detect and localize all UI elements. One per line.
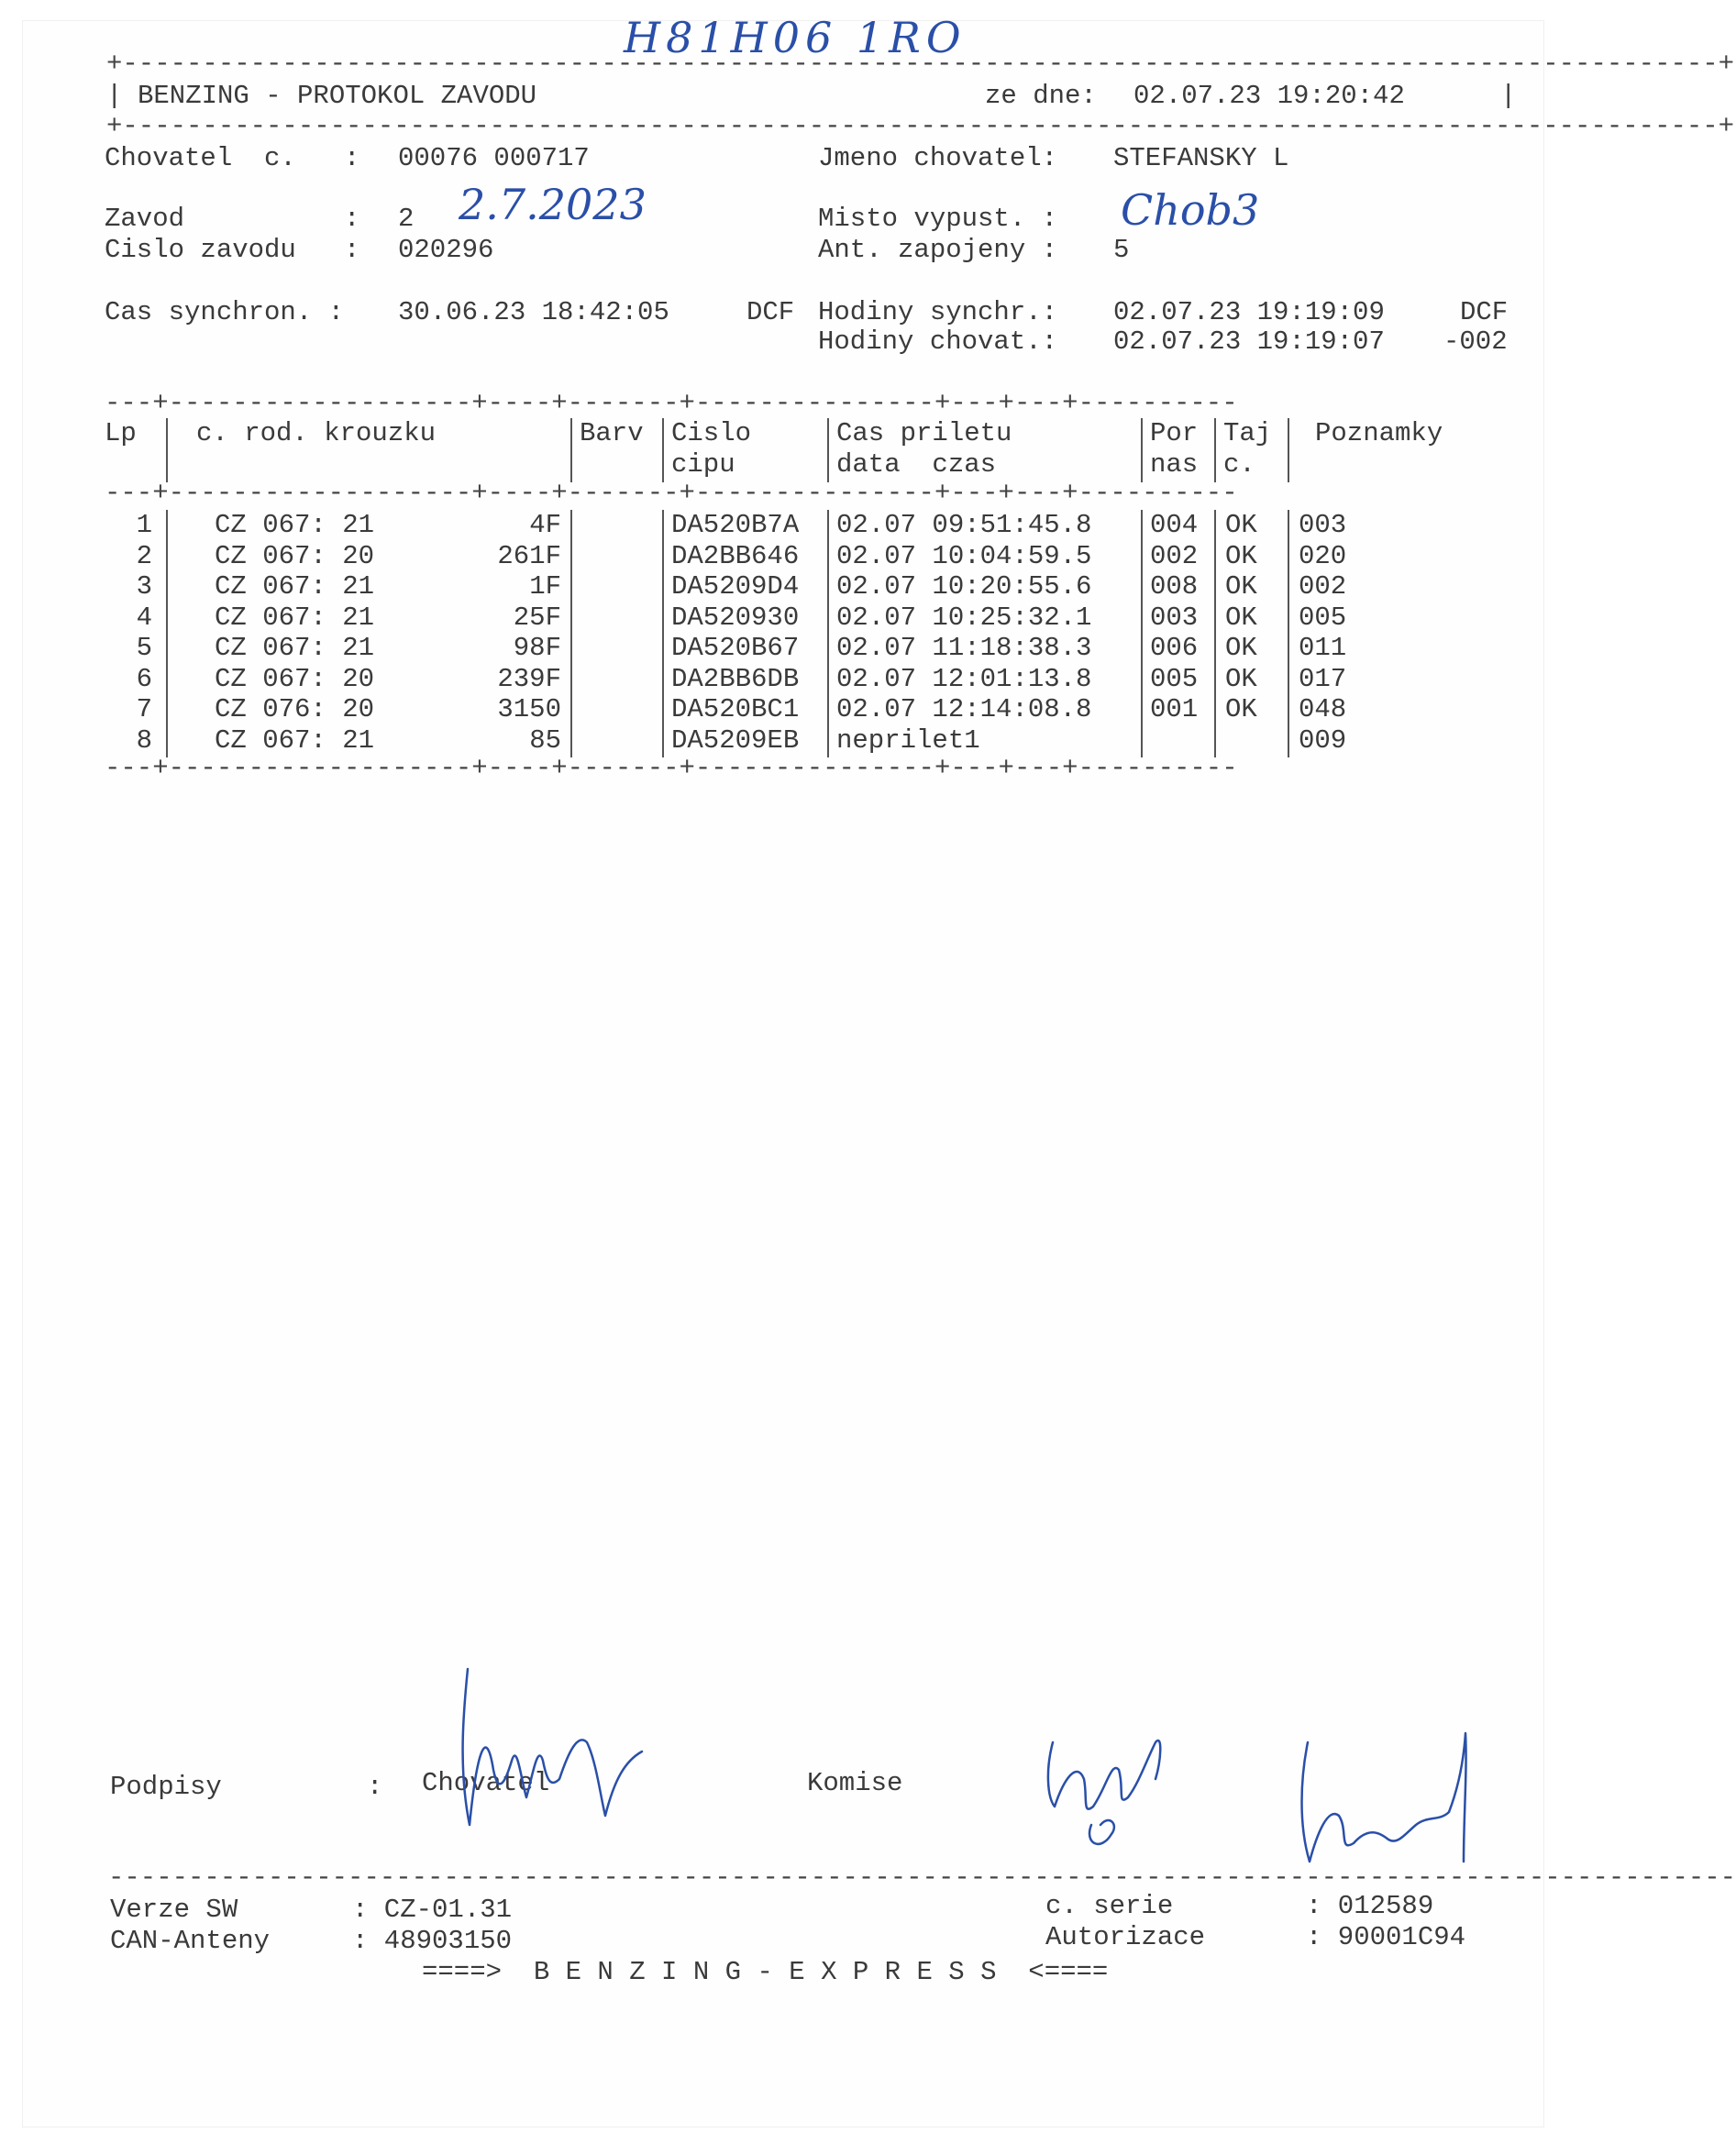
autor-value: : 90001C94 [1306,1922,1466,1952]
th-lp: Lp [105,418,137,448]
table-cell-chip: DA520BC1 [671,694,800,724]
header-title: BENZING - PROTOKOL ZAVODU [138,81,537,111]
komise-signature-1 [1027,1706,1201,1862]
table-border-bottom: ---+-------------------+----+-------+---------------+---+---+---------- [105,753,1238,783]
can-label: CAN-Anteny [110,1926,271,1956]
th-barv: Barv [580,418,644,448]
table-cell-lp: 4 [136,602,152,633]
table-cell-ring: CZ 067: 21 [215,571,375,602]
table-cell-ring: CZ 067: 21 [215,724,375,756]
footer-divider: ------------------------------------------------------------------------------------------------------ [108,1862,1736,1893]
table-cell-por: 001 [1150,694,1199,724]
table-cell-por: 004 [1150,510,1199,540]
header-border-bottom: +----------------------------------------------------------------------------------------------------+ [106,111,1735,141]
table-cell-ring: CZ 067: 21 [215,602,375,633]
misto-handwritten: Chob3 [1121,185,1260,235]
table-cell-date: 02.07 12:01:13.8 [836,663,1092,694]
table-vline [1141,510,1143,757]
table-cell-note: 005 [1299,602,1347,633]
table-vline [662,418,664,482]
table-cell-num: 1F [529,571,561,602]
table-cell-por: 003 [1150,602,1199,633]
th-krouzek: c. rod. krouzku [196,418,437,448]
table-cell-ring: CZ 067: 20 [215,540,375,571]
table-cell-num: 98F [513,633,561,663]
table-cell-lp: 1 [136,510,152,540]
th-por-1: Por [1150,418,1199,448]
table-cell-chip: DA520930 [671,602,800,633]
table-cell-num: 4F [529,510,561,540]
cas-synchron-src: DCF [746,297,795,327]
table-vline [570,510,572,757]
table-vline [1141,418,1143,482]
th-por-2: nas [1150,449,1199,480]
table-vline [166,510,168,757]
table-border-mid: ---+-------------------+----+-------+---------------+---+---+---------- [105,478,1238,508]
th-taj-2: c. [1223,449,1255,480]
chovatel-sign-label: Chovatel [422,1768,550,1798]
table-cell-lp: 8 [136,724,152,756]
table-cell-taj: OK [1225,602,1257,633]
table-cell-date: neprilet1 [836,724,980,756]
autor-label: Autorizace [1045,1922,1206,1952]
table-cell-taj: OK [1225,694,1257,724]
th-cislo-2: cipu [671,449,735,480]
cas-synchron-label: Cas synchron. : [105,297,345,327]
verze-value: : CZ-01.31 [352,1895,513,1925]
table-cell-taj: OK [1225,540,1257,571]
cas-synchron-value: 30.06.23 18:42:05 [398,297,669,327]
table-cell-note: 020 [1299,540,1347,571]
table-cell-por: 006 [1150,633,1199,663]
table-cell-chip: DA2BB6DB [671,663,800,694]
chovatel-signature [422,1641,679,1843]
header-right-bar: | [1500,81,1517,111]
th-poznamky: Poznamky [1315,418,1443,448]
table-cell-num: 3150 [497,694,561,724]
misto-label: Misto vypust. : [818,204,1058,234]
podpisy-label: Podpisy [110,1772,222,1802]
table-vline [827,510,829,757]
table-border-top: ---+-------------------+----+-------+---------------+---+---+---------- [105,388,1238,418]
komise-label: Komise [807,1768,903,1798]
hod-chovat-diff: -002 [1443,326,1508,357]
handwritten-code: H81H06 1RO [624,13,967,62]
table-vline [166,418,168,482]
jmeno-value: STEFANSKY L [1113,143,1289,173]
zavod-value: 2 [398,204,415,234]
table-cell-lp: 5 [136,633,152,663]
ant-label: Ant. zapojeny : [818,235,1058,265]
zavod-label: Zavod : [105,204,360,234]
table-vline [827,418,829,482]
table-cell-taj: OK [1225,571,1257,602]
podpisy-colon: : [367,1772,383,1802]
table-cell-lp: 2 [136,540,152,571]
table-cell-ring: CZ 067: 21 [215,510,375,540]
th-cas-2: data czas [836,449,997,480]
table-cell-lp: 7 [136,694,152,724]
hod-synchr-value: 02.07.23 19:19:09 [1113,297,1385,327]
table-cell-chip: DA520B67 [671,633,800,663]
ant-value: 5 [1113,235,1130,265]
brand-footer: ====> B E N Z I N G - E X P R E S S <==== [422,1957,1109,1987]
table-cell-num: 261F [497,540,561,571]
table-cell-ring: CZ 067: 21 [215,633,375,663]
table-vline [1214,510,1216,757]
table-cell-chip: DA5209D4 [671,571,800,602]
verze-label: Verze SW [110,1895,238,1925]
table-cell-num: 85 [529,724,561,756]
table-vline [1214,418,1216,482]
table-cell-por: 002 [1150,540,1199,571]
hod-synchr-label: Hodiny synchr.: [818,297,1058,327]
table-cell-date: 02.07 10:04:59.5 [836,540,1092,571]
jmeno-label: Jmeno chovatel: [818,143,1058,173]
table-cell-chip: DA520B7A [671,510,800,540]
table-cell-ring: CZ 076: 20 [215,694,375,724]
hod-synchr-src: DCF [1460,297,1509,327]
th-taj-1: Taj [1223,418,1272,448]
header-border-top: +----------------------------------------------------------------------------------------------------+ [106,49,1735,79]
table-cell-note: 003 [1299,510,1347,540]
table-cell-chip: DA2BB646 [671,540,800,571]
table-cell-por: 005 [1150,663,1199,694]
table-vline [1288,510,1289,757]
chovatel-label: Chovatel c. : [105,143,360,173]
table-cell-chip: DA5209EB [671,724,800,756]
table-cell-lp: 3 [136,571,152,602]
table-cell-note: 048 [1299,694,1347,724]
table-cell-date: 02.07 09:51:45.8 [836,510,1092,540]
zavod-handwritten-date: 2.7.2023 [459,180,647,229]
th-cislo-1: Cislo [671,418,752,448]
header-date-value: 02.07.23 19:20:42 [1133,81,1405,111]
table-cell-note: 009 [1299,724,1347,756]
table-cell-date: 02.07 10:25:32.1 [836,602,1092,633]
cislo-zavodu-label: Cislo zavodu : [105,235,360,265]
table-cell-date: 02.07 12:14:08.8 [836,694,1092,724]
table-cell-ring: CZ 067: 20 [215,663,375,694]
table-cell-date: 02.07 10:20:55.6 [836,571,1092,602]
hod-chovat-value: 02.07.23 19:19:07 [1113,326,1385,357]
table-cell-num: 239F [497,663,561,694]
hod-chovat-label: Hodiny chovat.: [818,326,1058,357]
table-cell-taj: OK [1225,510,1257,540]
header-left-bar: | [106,81,123,111]
table-cell-lp: 6 [136,663,152,694]
table-cell-note: 002 [1299,571,1347,602]
table-cell-note: 017 [1299,663,1347,694]
th-cas-1: Cas priletu [836,418,1012,448]
table-cell-date: 02.07 11:18:38.3 [836,633,1092,663]
table-vline [1288,418,1289,482]
table-vline [662,510,664,757]
header-date-label: ze dne: [985,81,1097,111]
table-cell-taj: OK [1225,633,1257,663]
table-vline [570,418,572,482]
serie-label: c. serie [1045,1891,1174,1921]
table-cell-por: 008 [1150,571,1199,602]
can-value: : 48903150 [352,1926,513,1956]
table-cell-note: 011 [1299,633,1347,663]
chovatel-value: 00076 000717 [398,143,590,173]
table-cell-num: 25F [513,602,561,633]
cislo-zavodu-value: 020296 [398,235,494,265]
table-cell-taj: OK [1225,663,1257,694]
serie-value: : 012589 [1306,1891,1434,1921]
